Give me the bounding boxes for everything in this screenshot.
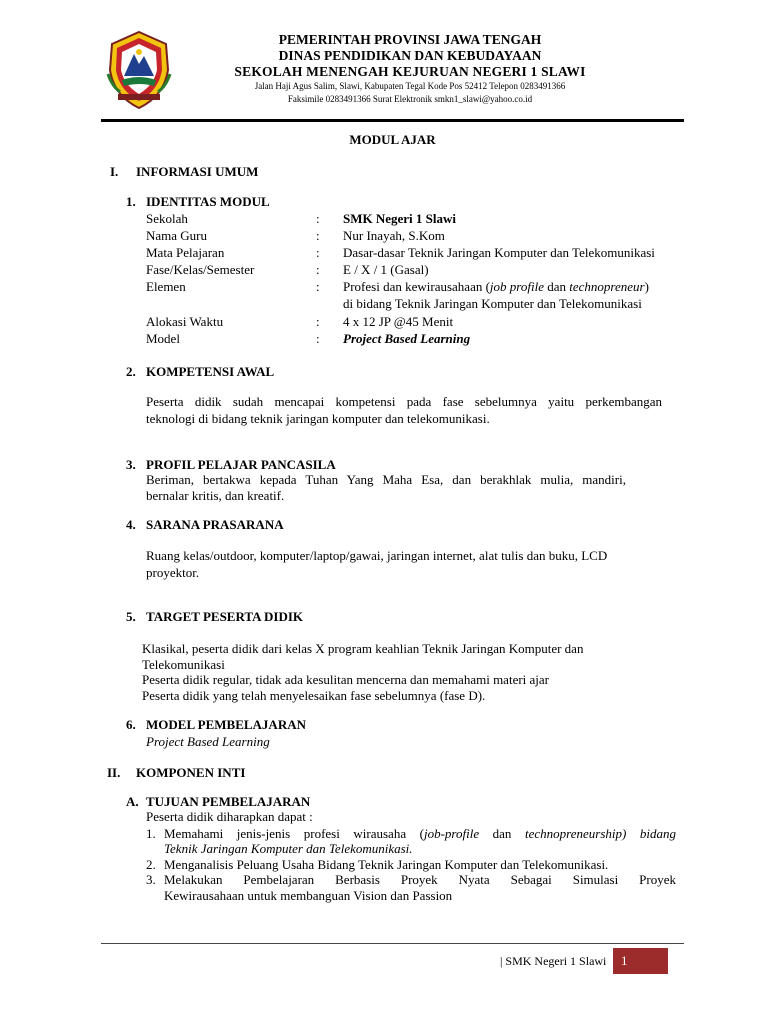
sarana-heading: SARANA PRASARANA [146,517,284,532]
id-value-sekolah: SMK Negeri 1 Slawi [343,211,457,226]
id-colon: : [316,245,320,260]
list-item-number: 3. [146,872,156,887]
tujuan-item-3-line-2: Kewirausahaan untuk membanguan Vision dan Passion [164,888,453,903]
id-value-nama-guru: Nur Inayah, S.Kom [343,228,445,243]
sarana-line-1: Ruang kelas/outdoor, komputer/laptop/gawai, jaringan internet, alat tulis dan buku, LCD [146,548,608,563]
profil-heading: PROFIL PELAJAR PANCASILA [146,457,336,472]
id-colon: : [316,314,320,329]
model-numeral: 6. [126,717,136,732]
id-value-model: Project Based Learning [343,331,471,346]
elemen-italic-job-profile: job profile [489,279,544,294]
elemen-text: dan [543,279,570,294]
section-1-numeral: I. [110,164,119,179]
tujuan-item-1-italic-job-profile: job-profile [423,826,480,841]
tujuan-intro: Peserta didik diharapkan dapat : [146,809,313,824]
tujuan-letter: A. [126,794,139,809]
identitas-heading: IDENTITAS MODUL [146,194,270,209]
footer-school-name: | SMK Negeri 1 Slawi [500,954,607,968]
letterhead-address: Jalan Haji Agus Salim, Slawi, Kabupaten Tegal Kode Pos 52412 Telepon 0283491366 [254,81,566,91]
section-1-heading: INFORMASI UMUM [136,164,259,179]
letterhead-line-2: DINAS PENDIDIKAN DAN KEBUDAYAAN [278,48,542,63]
id-colon: : [316,211,320,226]
document-title: MODUL AJAR [349,132,436,147]
section-2-heading: KOMPONEN INTI [136,765,246,780]
letterhead-line-3: SEKOLAH MENENGAH KEJURUAN NEGERI 1 SLAWI [234,64,586,79]
tujuan-item-1-line-1 [164,826,676,842]
profil-line-1: Beriman, bertakwa kepada Tuhan Yang Maha Esa, dan berakhlak mulia, mandiri, [146,472,626,487]
identitas-numeral: 1. [126,194,136,209]
target-line-3: Peserta didik regular, tidak ada kesulitan mencerna dan memahami materi ajar [142,672,550,687]
kompetensi-line-1: Peserta didik sudah mencapai kompetensi pada fase sebelumnya yaitu perkembangan [146,394,662,409]
id-colon: : [316,228,320,243]
provincial-emblem-logo [104,30,174,110]
id-label-nama-guru: Nama Guru [146,228,208,243]
page-number: 1 [621,953,628,968]
id-value-fase: E / X / 1 (Gasal) [343,262,429,277]
page-number-badge [613,948,668,974]
profil-line-2: bernalar kritis, dan kreatif. [146,488,285,503]
profil-numeral: 3. [126,457,136,472]
id-colon: : [316,279,320,294]
id-label-sekolah: Sekolah [146,211,188,226]
id-colon: : [316,331,320,346]
id-label-mata-pelajaran: Mata Pelajaran [146,245,225,260]
id-label-alokasi-waktu: Alokasi Waktu [146,314,224,329]
id-label-model: Model [146,331,180,346]
letterhead-divider [101,119,684,122]
sarana-numeral: 4. [126,517,136,532]
id-label-elemen: Elemen [146,279,186,294]
kompetensi-line-2: teknologi di bidang teknik jaringan komputer dan telekomunikasi. [146,411,490,426]
kompetensi-heading: KOMPETENSI AWAL [146,364,275,379]
target-line-2: Telekomunikasi [142,657,225,672]
model-heading: MODEL PEMBELAJARAN [146,717,306,732]
tujuan-item-1-line-2: Teknik Jaringan Komputer dan Telekomunikasi. [164,841,413,856]
elemen-italic-technopreneur: technopreneur [569,279,645,294]
sarana-line-2: proyektor. [146,565,200,580]
tujuan-item-1-italic-technopreneurship: technopreneurship) bidang [525,826,676,841]
letterhead-contact: Faksimile 0283491366 Surat Elektronik smkn1_slawi@yahoo.co.id [287,94,533,104]
id-label-fase: Fase/Kelas/Semester [146,262,255,277]
target-line-4: Peserta didik yang telah menyelesaikan fase sebelumnya (fase D). [142,688,486,703]
id-colon: : [316,262,320,277]
id-value-elemen [343,279,649,295]
id-value-elemen-line-2: di bidang Teknik Jaringan Komputer dan Telekomunikasi [343,296,642,311]
tujuan-item-3-line-1: Melakukan Pembelajaran Berbasis Proyek Nyata Sebagai Simulasi Proyek [164,872,676,887]
elemen-text: ) [644,279,649,294]
target-numeral: 5. [126,609,136,624]
kompetensi-numeral: 2. [126,364,136,379]
list-item-number: 2. [146,857,156,872]
tujuan-item-2: Menganalisis Peluang Usaha Bidang Teknik Jaringan Komputer dan Telekomunikasi. [164,857,609,872]
target-line-1: Klasikal, peserta didik dari kelas X program keahlian Teknik Jaringan Komputer dan [142,641,584,656]
section-2-numeral: II. [107,765,121,780]
model-value: Project Based Learning [146,734,270,749]
target-heading: TARGET PESERTA DIDIK [146,609,304,624]
list-item-number: 1. [146,826,156,841]
footer-divider [101,943,684,944]
tujuan-item-1-text: Memahami jenis-jenis profesi wirausaha ( [164,826,424,841]
letterhead-line-1: PEMERINTAH PROVINSI JAWA TENGAH [278,32,542,47]
tujuan-heading: TUJUAN PEMBELAJARAN [146,794,311,809]
id-value-mata-pelajaran: Dasar-dasar Teknik Jaringan Komputer dan Telekomunikasi [343,245,655,260]
elemen-text: Profesi dan kewirausahaan ( [343,279,490,294]
id-value-alokasi-waktu: 4 x 12 JP @45 Menit [343,314,454,329]
tujuan-item-1-text: dan [479,826,525,841]
